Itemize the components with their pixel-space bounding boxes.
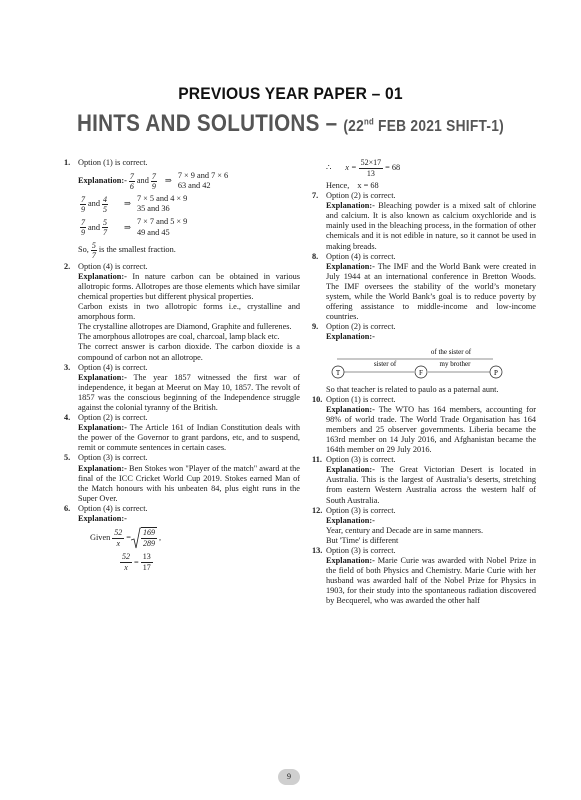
smallest-text: is the smallest fraction.: [98, 245, 176, 255]
denominator: 13: [366, 169, 375, 178]
comma: ,: [158, 533, 162, 543]
denominator: x: [124, 563, 128, 573]
answer-option: Option (2) is correct.: [326, 191, 396, 201]
answer-number: 12.: [312, 505, 323, 515]
denominator: 9: [81, 204, 85, 214]
therefore-equation: [326, 158, 536, 179]
answer-number: 8.: [312, 251, 319, 261]
answer-4: [64, 413, 300, 453]
answer-number: 5.: [64, 453, 71, 463]
answer-number: 11.: [312, 455, 322, 465]
answer-number: 10.: [312, 394, 323, 404]
numerator: 52: [122, 552, 130, 562]
and-word: and: [136, 176, 149, 186]
paragraph: Year, century and Decade are in same manners.: [326, 525, 484, 535]
denominator: 17: [142, 563, 151, 573]
paragraph: Carbon exists in two allotropic forms i.e., crystalline and amorphous form.: [78, 302, 300, 322]
explanation-text: Marie Curie was awarded with Nobel Prize in the field of both Physics and Chemistry. Marie Curie with her husband was awarded half of the Nobel Prize for Physics in 1903, for their study into the spontaneous radiation discovered by Becquerel, who was awarded the other half: [326, 556, 536, 606]
therefore-sign: ∴: [326, 163, 332, 173]
fraction: [151, 172, 157, 191]
denominator: 7: [91, 250, 96, 260]
explanation-label: Explanation:-: [78, 423, 127, 433]
numerator: 7: [81, 218, 85, 228]
denominator: x: [116, 538, 121, 548]
answer-option: Option (4) is correct.: [78, 503, 148, 513]
answer-13: [312, 546, 536, 607]
denominator: 7: [102, 228, 107, 238]
calc-result: 49 and 45: [136, 227, 170, 237]
and-word: and: [88, 222, 100, 232]
numerator: 7: [129, 171, 134, 181]
explanation-text: The year 1857 witnessed the first war of independence, it began at Meerut on May 10, 1857. The revolt of 1857 was the conscious beginning of the Independence struggle against the colonial tyranny of the British.: [78, 372, 300, 412]
fraction: [102, 195, 108, 214]
second-equation: [118, 552, 300, 573]
so-word: So,: [78, 245, 89, 255]
numerator: 169: [142, 528, 155, 538]
numerator: 7: [151, 171, 156, 181]
calc: [178, 171, 228, 191]
fraction: [141, 527, 157, 549]
answer-number: 6.: [64, 503, 71, 513]
answer-number: 9.: [312, 322, 319, 332]
relation-diagram: [330, 347, 510, 381]
answer-option: Option (1) is correct.: [326, 394, 396, 404]
denominator: 6: [129, 181, 134, 191]
math-row-4: [78, 241, 300, 260]
equals: =: [134, 557, 139, 567]
answer-option: Option (2) is correct.: [78, 413, 148, 423]
explanation-label: Explanation:-: [78, 372, 127, 382]
answer-number: 1.: [64, 158, 71, 167]
answer-option: Option (3) is correct.: [78, 453, 148, 463]
explanation-text: The IMF and the World Bank were created in July 1944 at an international conference in Bretton Woods. The IMF oversees the stability of the world’s monetary system, while the World Bank’s goal is to reduce poverty by offering assistance to middle-income and low-income countries.: [326, 261, 536, 322]
fraction: [112, 528, 124, 549]
fraction: [80, 218, 86, 237]
fraction: [80, 195, 86, 214]
relation-label-top: of the sister of: [430, 347, 472, 356]
hence-line: [326, 181, 536, 191]
calc: [137, 217, 187, 237]
numerator: 5: [91, 240, 96, 250]
calc: [137, 194, 187, 214]
math-row-1: [78, 171, 300, 191]
subtitle-main: HINTS AND SOLUTIONS –: [76, 110, 344, 137]
explanation: [78, 423, 300, 453]
explanation-label: Explanation:-: [78, 271, 127, 281]
explanation-label: Explanation:-: [326, 201, 375, 211]
answer-number: 3.: [64, 362, 71, 372]
result: = 68: [385, 163, 401, 173]
explanation-label: Explanation:-: [78, 176, 127, 186]
explanation-text: The Article 161 of Indian Constitution deals with the power of the Governor to grant pardons, etc, and to suspend, remit or commute sentences in certain cases.: [78, 423, 300, 453]
numerator: 5: [102, 218, 107, 228]
numerator: 52×17: [360, 158, 382, 167]
answer-3: [64, 363, 300, 413]
answer-number: 7.: [312, 191, 319, 201]
explanation-label: Explanation:-: [78, 463, 127, 473]
answer-option: Option (4) is correct.: [78, 261, 148, 271]
explanation-text: The WTO has 164 members, accounting for 98% of world trade. The World Trade Organisation has 164 members and 25 observer governments. Liberia became the 163rd member on 14 July 2016, and Afghanistan became the 164th member on 29 July 2016.: [326, 404, 536, 455]
answer-option: Option (3) is correct.: [326, 546, 396, 555]
page-title: PREVIOUS YEAR PAPER – 01: [178, 84, 403, 103]
equals: =: [126, 533, 131, 543]
calc-line: 7 × 9 and 7 × 6: [177, 171, 229, 181]
conclusion: So that teacher is related to paulo as a paternal aunt.: [326, 384, 499, 394]
numerator: 7: [81, 194, 85, 204]
explanation-text: In nature carbon can be obtained in various allotropic forms. Allotropes are those elements which have similar chemical properties but different physical properties.: [78, 271, 300, 301]
date-post: FEB 2021 SHIFT-1): [373, 118, 505, 135]
explanation-label: Explanation:-: [326, 515, 375, 525]
implies-arrow: ⇒: [164, 176, 172, 186]
answer-number: 4.: [64, 413, 71, 423]
answer-option: Option (3) is correct.: [326, 505, 396, 515]
explanation-text: Bleaching powder is a mixed salt of chlorine and calcium. It is also known as calcium oxychloride and is mainly used in the bleaching process, in the formation of other chemicals and it is not edible in nature, so it cannot be used in making breads.: [326, 201, 536, 251]
answer-option: Option (1) is correct.: [78, 158, 148, 167]
paragraph: But 'Time' is different: [326, 535, 399, 545]
answer-option: Option (4) is correct.: [326, 251, 396, 261]
page-subtitle: [41, 110, 541, 138]
answer-option: Option (4) is correct.: [78, 362, 148, 372]
date-pre: (22: [343, 118, 364, 135]
given-word: Given: [90, 533, 111, 543]
answer-number: 13.: [312, 546, 323, 555]
explanation-label: Explanation:-: [326, 261, 375, 271]
explanation-label: Explanation:-: [326, 465, 375, 475]
node-t-label: T: [335, 368, 341, 377]
left-column: [64, 158, 300, 575]
calc-line: 7 × 7 and 5 × 9: [136, 217, 188, 227]
explanation-text: Ben Stokes won "Player of the match" award at the final of the ICC Cricket World Cup 2019. Stokes earned Man of the Match honours with his unbeaten 84, plus eight runs in the Super Over.: [78, 463, 300, 503]
denominator: 9: [81, 228, 85, 238]
answer-option: Option (3) is correct.: [326, 455, 396, 465]
explanation: [326, 405, 536, 455]
answer-1: [64, 158, 300, 260]
subtitle-date: [343, 118, 504, 135]
and-word: and: [88, 199, 100, 209]
math-row-3: [78, 217, 300, 237]
implies-arrow: ⇒: [123, 199, 131, 209]
answer-number: 2.: [64, 261, 71, 271]
answer-9: [312, 322, 536, 394]
answer-7: [312, 191, 536, 252]
answer-11: [312, 455, 536, 505]
math-row-2: [78, 194, 300, 214]
given-equation: [90, 527, 300, 549]
explanation-label: Explanation:-: [326, 556, 375, 566]
answer-5: [64, 453, 300, 503]
explanation: [326, 465, 536, 505]
explanation-label: Explanation:-: [326, 404, 375, 414]
fraction: [120, 552, 132, 573]
answer-6: [64, 504, 300, 573]
answer-6-continued: [312, 158, 536, 191]
paragraph: The crystalline allotropes are Diamond, Graphite and fullerenes.: [78, 322, 292, 332]
page-header: [0, 84, 581, 138]
numerator: 4: [102, 194, 107, 204]
explanation: [78, 272, 300, 302]
paragraph: The amorphous allotropes are coal, charcoal, lamp black etc.: [78, 332, 280, 342]
denominator: 9: [151, 181, 156, 191]
relation-label-1: sister of: [373, 359, 397, 368]
relation-label-2: my brother: [439, 359, 471, 368]
fraction: [129, 172, 135, 191]
sqrt-icon: [131, 527, 141, 549]
fraction: [141, 552, 153, 573]
calc-result: 63 and 42: [177, 181, 211, 191]
explanation-text: The Great Victorian Desert is located in Australia. This is the largest of Australia’s deserts, stretching from eastern Western Australia across the western half of South Australia.: [326, 465, 536, 505]
hence-value: x = 68: [357, 181, 379, 190]
node-p-label: P: [494, 368, 498, 377]
paragraph: The correct answer is carbon dioxide. The carbon dioxide is a compound of carbon not an allotrope.: [78, 342, 300, 362]
answer-12: [312, 506, 536, 546]
answer-8: [312, 252, 536, 323]
implies-arrow: ⇒: [123, 222, 131, 232]
calc-line: 7 × 5 and 4 × 9: [136, 194, 188, 204]
explanation-label: Explanation:-: [326, 332, 375, 342]
explanation: [78, 464, 300, 504]
node-f-label: F: [419, 368, 423, 377]
fraction: [102, 218, 108, 237]
numerator: 13: [142, 552, 151, 562]
explanation-label: Explanation:-: [78, 514, 127, 523]
explanation: [78, 373, 300, 413]
denominator: 5: [102, 204, 107, 214]
page-number: 9: [278, 769, 300, 785]
date-sup: nd: [363, 116, 374, 127]
answer-2: [64, 262, 300, 363]
answer-option: Option (2) is correct.: [326, 322, 396, 332]
hence-word: Hence,: [326, 181, 350, 190]
explanation: [326, 201, 536, 251]
calc-result: 35 and 36: [136, 204, 170, 214]
right-column: [312, 158, 536, 607]
denominator: 289: [142, 539, 155, 549]
explanation: [326, 556, 536, 606]
explanation: [326, 262, 536, 323]
answer-10: [312, 395, 536, 456]
x-equals: x =: [345, 163, 357, 173]
numerator: 52: [114, 527, 123, 537]
fraction: [91, 241, 97, 260]
fraction: [359, 158, 384, 179]
